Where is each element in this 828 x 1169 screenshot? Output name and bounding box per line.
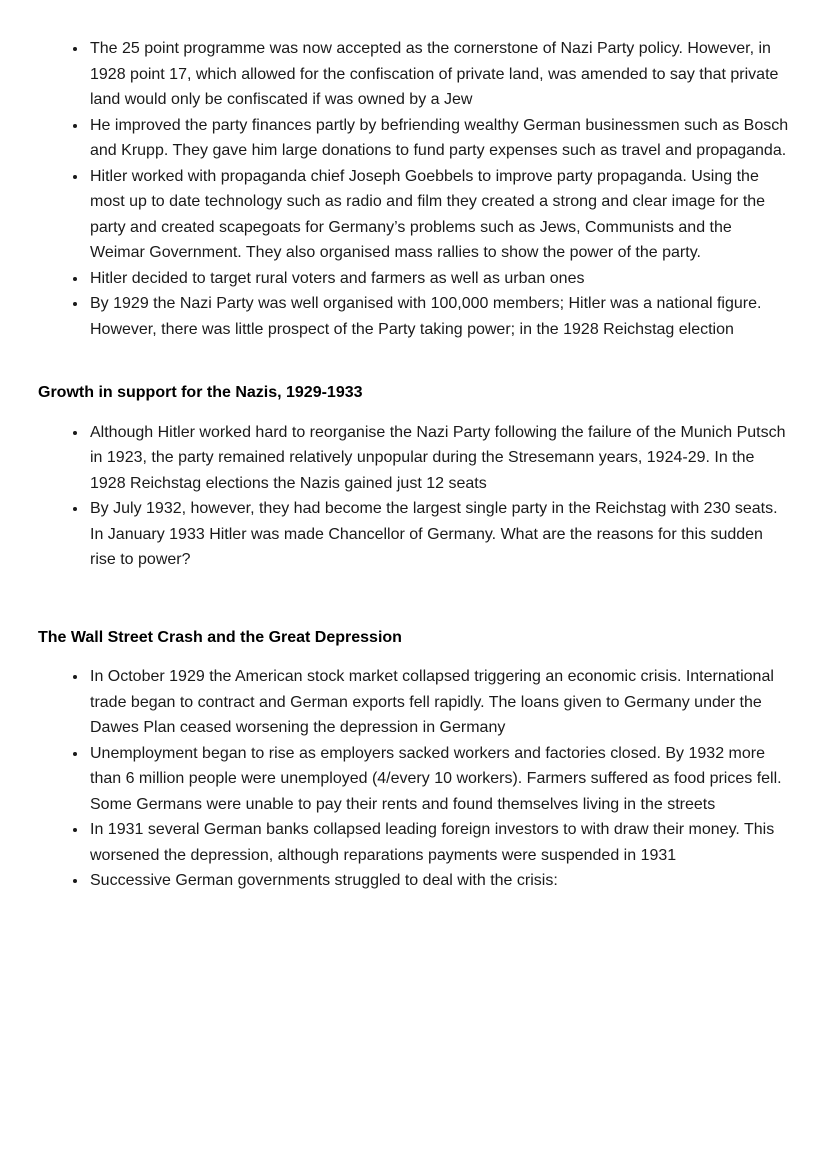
list-item: • Unemployment began to rise as employers sacked workers and factories closed. By 1932 more than 6 million people were unemployed (4/every 10 workers). Farmers suffered as food prices fell. Some Germans were unable to pay their rents and found themselves living in the streets: [88, 741, 790, 818]
list-item: • Although Hitler worked hard to reorganise the Nazi Party following the failure of the Munich Putsch in 1923, the party remained relatively unpopular during the Stresemann years, 1924-29. In the 1928 Reichstag elections the Nazis gained just 12 seats: [88, 420, 790, 497]
list-item: • In October 1929 the American stock market collapsed triggering an economic crisis. International trade began to contract and German exports fell rapidly. The loans given to Germany under the Dawes Plan ceased worsening the depression in Germany: [88, 664, 790, 741]
list-item: • Hitler worked with propaganda chief Joseph Goebbels to improve party propaganda. Using the most up to date technology such as radio and film they created a strong and clear image for the party and created scapegoats for Germany’s problems such as Jews, Communists and the Weimar Government. They also organised mass rallies to show the power of the party.: [88, 164, 790, 266]
list-item: • By 1929 the Nazi Party was well organised with 100,000 members; Hitler was a national figure. However, there was little prospect of the Party taking power; in the 1928 Reichstag election: [88, 291, 790, 342]
list-item: • The 25 point programme was now accepted as the cornerstone of Nazi Party policy. However, in 1928 point 17, which allowed for the confiscation of private land, was amended to say that private land would only be confiscated if was owned by a Jew: [88, 36, 790, 113]
bullet-list-growth-in-support: [38, 420, 790, 573]
section-heading-wall-street-crash: The Wall Street Crash and the Great Depression: [38, 628, 402, 646]
section-heading-growth-in-support: Growth in support for the Nazis, 1929-1933: [38, 384, 363, 401]
bullet-list-wall-street-crash: [38, 664, 790, 894]
list-item: • Hitler decided to target rural voters and farmers as well as urban ones: [88, 266, 790, 292]
list-item: • In 1931 several German banks collapsed leading foreign investors to with draw their money. This worsened the depression, although reparations payments were suspended in 1931: [88, 817, 790, 868]
list-item: • Successive German governments struggled to deal with the crisis:: [88, 868, 790, 894]
list-item: • By July 1932, however, they had become the largest single party in the Reichstag with 230 seats. In January 1933 Hitler was made Chancellor of Germany. What are the reasons for this sudden rise to power?: [88, 496, 790, 573]
bullet-list-nazi-party-reorganisation: [38, 36, 790, 342]
list-item: • He improved the party finances partly by befriending wealthy German businessmen such as Bosch and Krupp. They gave him large donations to fund party expenses such as travel and propaganda.: [88, 113, 790, 164]
